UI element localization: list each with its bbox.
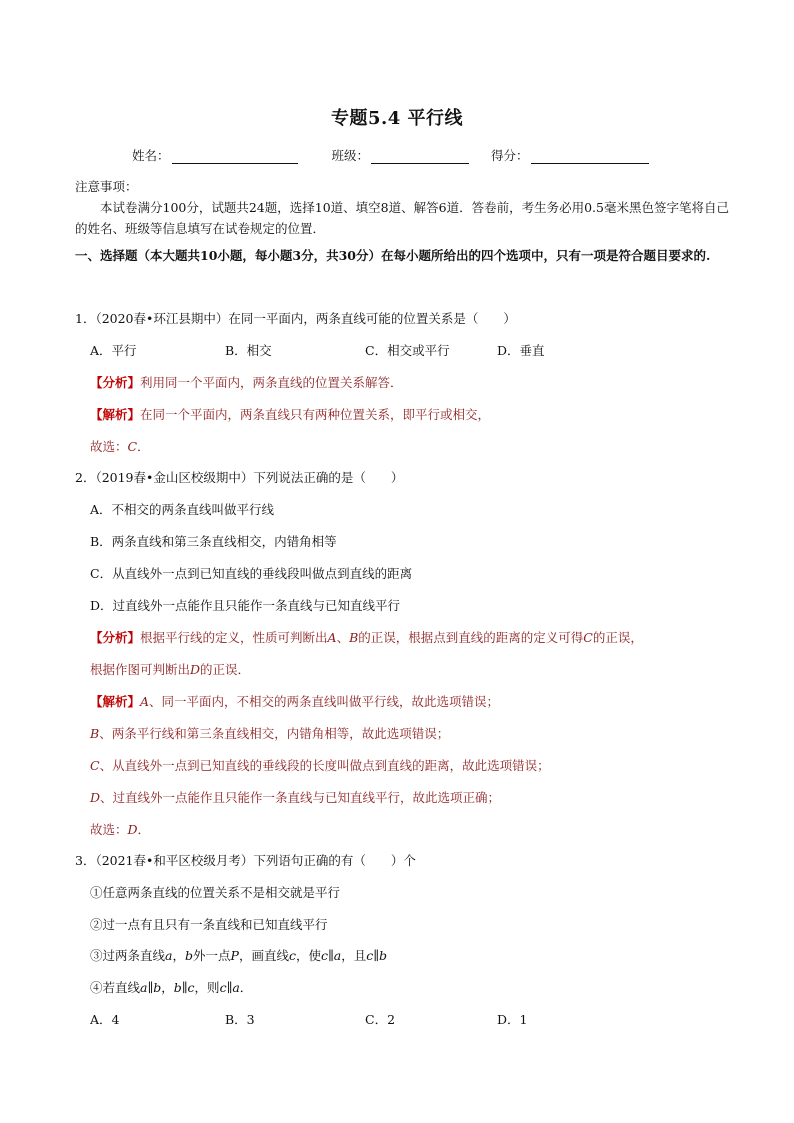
name-blank[interactable] <box>172 149 298 164</box>
name-field[interactable] <box>132 146 298 164</box>
q2-sol-text-c: 、从直线外一点到已知直线的垂线段的长度叫做点到直线的距离，故此选项错误； <box>99 758 550 773</box>
q2-answer-end: ． <box>137 822 151 837</box>
q2-option-b: B．两条直线和第三条直线相交，内错角相等 <box>90 534 337 549</box>
q2-solution-a <box>90 692 499 710</box>
q3-s4-end: ． <box>239 980 253 995</box>
q2-solution-b <box>90 724 449 742</box>
q2-analysis-line2-part1: 根据作图可判断出 <box>90 662 191 677</box>
q3-s4-relation-1: a∥b <box>140 980 162 995</box>
notice-title: 注意事项： <box>75 179 138 194</box>
q3-s4-relation-2: b∥c <box>173 980 195 995</box>
q2-analysis-part2: 的正误，根据点到直线的距离的定义可得 <box>358 630 584 645</box>
q3-s3-point-p: P <box>230 948 239 963</box>
q2-sol-text-a: 、同一平面内，不相交的两条直线叫做平行线，故此选项错误； <box>149 694 500 709</box>
q2-option-d: D．过直线外一点能作且只能作一条直线与已知直线平行 <box>90 598 401 613</box>
q2-sol-letter-d: D <box>90 790 101 805</box>
q2-analysis-line1 <box>90 628 643 646</box>
q3-stem: 3．（2021春•和平区校级月考）下列语句正确的有（ ）个 <box>75 853 416 868</box>
q2-analysis-letter-d: D <box>190 662 201 677</box>
score-label: 得分： <box>491 148 529 163</box>
q3-s3-part4: ，使 <box>295 948 321 963</box>
q2-analysis-line2-part2: 的正误． <box>200 662 251 677</box>
q1-analysis-text: 利用同一个平面内，两条直线的位置关系解答． <box>140 375 403 390</box>
score-field[interactable] <box>491 146 649 164</box>
q2-answer-label: 故选： <box>90 822 128 837</box>
q2-solution-d <box>90 788 500 806</box>
q2-analysis-line2 <box>90 660 250 678</box>
q2-analysis-tag: 【分析】 <box>90 630 141 645</box>
q2-stem: 2．（2019春•金山区校级期中）下列说法正确的是（ ） <box>75 470 404 485</box>
q3-s3-comma: ， <box>172 948 185 963</box>
q1-answer-end: ． <box>137 439 150 454</box>
q1-answer-value: C <box>127 439 138 454</box>
q1-answer <box>90 437 150 455</box>
class-field[interactable] <box>332 146 470 164</box>
q1-solution-tag: 【解析】 <box>90 407 141 422</box>
q3-s3-part2: 外一点 <box>193 948 231 963</box>
q2-analysis-sep: 、 <box>336 630 350 645</box>
q2-sol-letter-c: C <box>90 758 100 773</box>
q1-stem: 1．（2020春•环江县期中）在同一平面内，两条直线可能的位置关系是（ ） <box>75 311 516 326</box>
class-blank[interactable] <box>371 149 469 164</box>
q3-s3-b: b <box>184 948 193 963</box>
q2-analysis-part3: 的正误， <box>592 630 643 645</box>
q3-s4-part1: ④若直线 <box>90 980 141 995</box>
q3-option-c: C．2 <box>365 1012 396 1027</box>
q2-solution-c <box>90 756 550 774</box>
q3-option-a: A．4 <box>90 1012 120 1027</box>
q3-statement-3 <box>90 946 387 964</box>
q1-option-d: D．垂直 <box>497 343 545 358</box>
q1-solution-text: 在同一个平面内，两条直线只有两种位置关系，即平行或相交， <box>140 407 491 422</box>
q1-answer-label: 故选： <box>90 439 128 454</box>
q2-answer-value: D <box>127 822 138 837</box>
score-blank[interactable] <box>531 149 649 164</box>
q3-s4-relation-3: c∥a <box>219 980 240 995</box>
q2-analysis-part1: 根据平行线的定义，性质可判断出 <box>140 630 328 645</box>
q3-option-d: D．1 <box>497 1012 528 1027</box>
q2-solution-tag: 【解析】 <box>90 694 141 709</box>
q2-sol-text-d: 、过直线外一点能作且只能作一条直线与已知直线平行，故此选项正确； <box>100 790 501 805</box>
class-label: 班级： <box>331 148 370 163</box>
q3-s3-relation-2: c∥b <box>366 948 388 963</box>
page-title: 专题5.4 平行线 <box>330 108 464 129</box>
notice-body: 本试卷满分100分，试题共24题，选择10道、填空8道、解答6道．答卷前，考生务必用0.5毫米黑色签字笔将自己的姓名、班级等信息填写在试卷规定的位置． <box>75 200 729 236</box>
q1-solution <box>90 405 490 423</box>
student-info-row <box>132 146 692 164</box>
q3-s3-part1: ③过两条直线 <box>90 948 166 963</box>
q2-analysis-letter-c: C <box>583 630 593 645</box>
q3-s3-a: a <box>165 948 173 963</box>
q3-s4-sep: ， <box>161 980 174 995</box>
q3-statement-4 <box>90 978 252 996</box>
q3-s4-part2: ，则 <box>194 980 220 995</box>
q2-option-a: A．不相交的两条直线叫做平行线 <box>90 502 275 517</box>
q1-option-b: B．相交 <box>225 343 272 358</box>
q3-s3-part3: ，画直线 <box>238 948 289 963</box>
q2-sol-text-b: 、两条平行线和第三条直线相交，内错角相等，故此选项错误； <box>99 726 450 741</box>
q3-s3-relation-1: c∥a <box>320 948 342 963</box>
q2-analysis-letter-b: B <box>349 630 359 645</box>
q2-answer <box>90 820 150 838</box>
q3-option-b: B．3 <box>225 1012 255 1027</box>
q1-analysis-tag: 【分析】 <box>90 375 141 390</box>
section-heading: 一、选择题（本大题共10小题，每小题3分，共30分）在每小题所给出的四个选项中，只有一项是符合题目要求的. <box>75 248 711 263</box>
q3-statement-1: ①任意两条直线的位置关系不是相交就是平行 <box>90 885 341 900</box>
name-label: 姓名： <box>132 148 170 163</box>
q2-analysis-letter-a: A <box>327 630 337 645</box>
q3-s3-c: c <box>288 948 296 963</box>
q1-option-c: C．相交或平行 <box>365 343 450 358</box>
q1-analysis <box>90 373 403 391</box>
q3-statement-2: ②过一点有且只有一条直线和已知直线平行 <box>90 917 328 932</box>
q2-sol-letter-b: B <box>90 726 100 741</box>
q1-option-a: A．平行 <box>90 343 137 358</box>
q3-s3-part5: ，且 <box>341 948 367 963</box>
q2-option-c: C．从直线外一点到已知直线的垂线段叫做点到直线的距离 <box>90 566 413 581</box>
q2-sol-letter-a: A <box>140 694 150 709</box>
